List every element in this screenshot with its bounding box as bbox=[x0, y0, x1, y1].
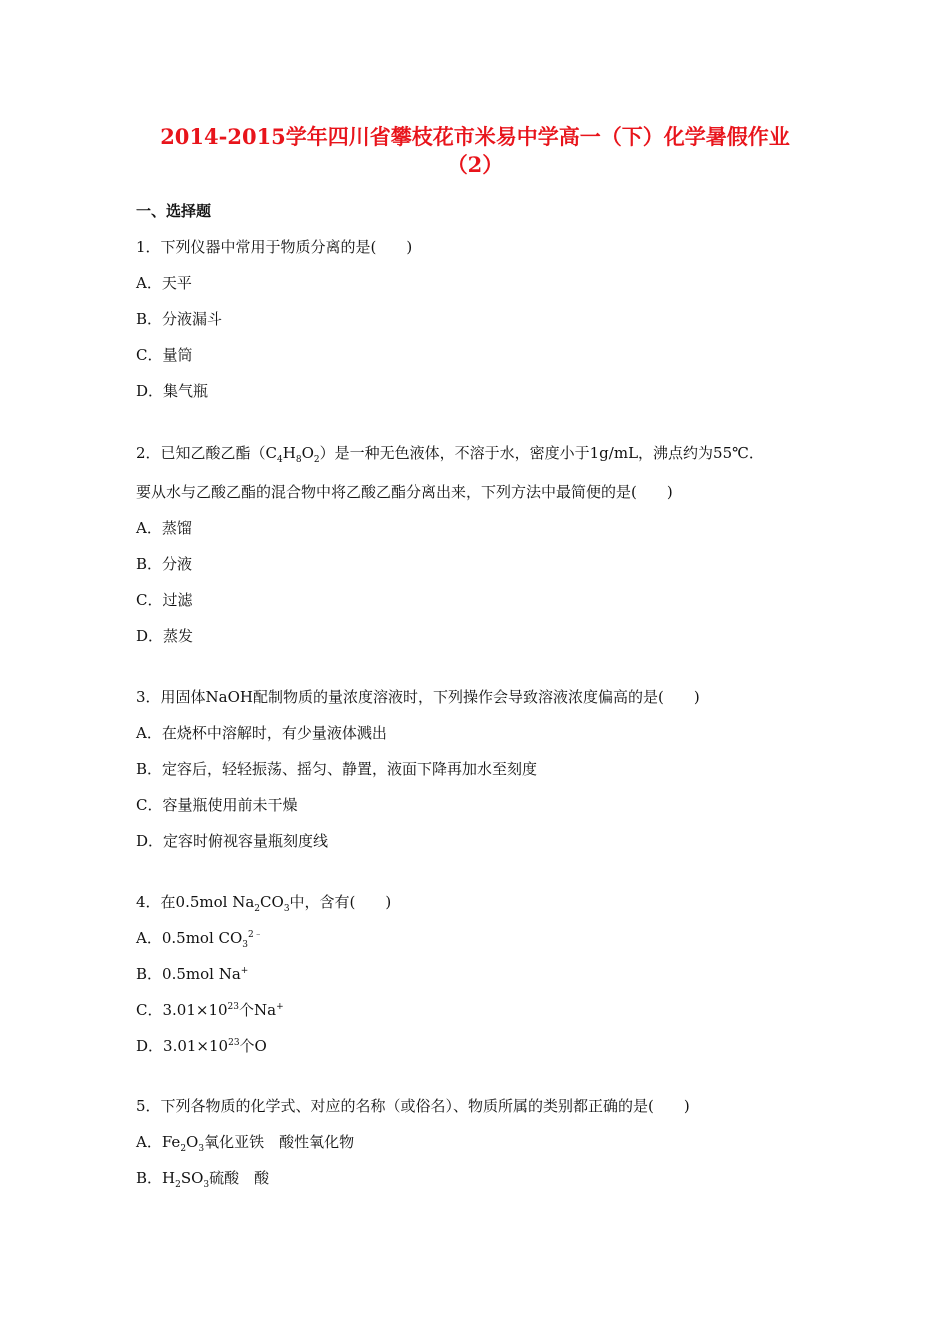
subscript: 2 bbox=[313, 455, 320, 465]
text-run: B．H bbox=[136, 1169, 176, 1187]
text-run: B．0.5mol Na bbox=[136, 965, 241, 983]
question-2-stem-line2: 要从水与乙酸乙酯的混合物中将乙酸乙酯分离出来，下列方法中最简便的是( ) bbox=[136, 483, 673, 501]
question-3-option-c: C．容量瓶使用前未干燥 bbox=[136, 796, 298, 814]
question-3-option-b: B．定容后，轻轻振荡、摇匀、静置，液面下降再加水至刻度 bbox=[136, 760, 538, 778]
superscript: 2﹣ bbox=[248, 930, 263, 940]
text-run: 2．已知乙酸乙酯（C bbox=[136, 444, 278, 462]
document-title-suffix: （2） bbox=[446, 152, 504, 177]
text-run: C．3.01×10 bbox=[136, 1001, 228, 1019]
question-1-stem: 1．下列仪器中常用于物质分离的是( ) bbox=[136, 238, 413, 256]
question-2-option-d: D．蒸发 bbox=[136, 627, 194, 645]
text-run: SO bbox=[180, 1169, 204, 1187]
question-1-option-d: D．集气瓶 bbox=[136, 382, 209, 400]
question-4-option-d bbox=[136, 1035, 267, 1057]
subscript: 2 bbox=[180, 1144, 187, 1154]
question-1-option-a: A．天平 bbox=[136, 274, 192, 292]
question-4-option-b bbox=[136, 963, 248, 985]
question-3-option-d: D．定容时俯视容量瓶刻度线 bbox=[136, 832, 329, 850]
text-run: ）是一种无色液体，不溶于水，密度小于1g/mL，沸点约为55℃． bbox=[319, 444, 764, 462]
text-run: H bbox=[282, 444, 296, 462]
superscript: 23 bbox=[227, 1002, 239, 1012]
text-run: 氧化亚铁 酸性氧化物 bbox=[204, 1133, 355, 1151]
text-run: O bbox=[186, 1133, 199, 1151]
section-heading: 一、选择题 bbox=[136, 202, 212, 220]
question-1-option-c: C．量筒 bbox=[136, 346, 193, 364]
text-run: A．Fe bbox=[136, 1133, 181, 1151]
subscript: 8 bbox=[295, 455, 302, 465]
question-5-stem: 5．下列各物质的化学式、对应的名称（或俗名）、物质所属的类别都正确的是( ) bbox=[136, 1097, 690, 1115]
text-run: 硫酸 酸 bbox=[209, 1169, 270, 1187]
question-5-option-b bbox=[136, 1167, 269, 1189]
document-title: 2014-2015学年四川省攀枝花市米易中学高一（下）化学暑假作业 bbox=[160, 124, 790, 149]
question-4-stem bbox=[136, 891, 391, 913]
subscript: 3 bbox=[242, 940, 249, 950]
superscript: 23 bbox=[228, 1038, 240, 1048]
question-2-stem bbox=[136, 442, 764, 464]
question-3-option-a: A．在烧杯中溶解时，有少量液体溅出 bbox=[136, 724, 387, 742]
subscript: 3 bbox=[198, 1144, 205, 1154]
text-run: O bbox=[301, 444, 314, 462]
subscript: 3 bbox=[203, 1180, 210, 1190]
subscript: 4 bbox=[277, 455, 283, 465]
superscript: + bbox=[276, 1002, 284, 1012]
superscript: + bbox=[240, 966, 249, 976]
question-4-option-a bbox=[136, 927, 263, 949]
question-1-option-b: B．分液漏斗 bbox=[136, 310, 223, 328]
text-run: 个Na bbox=[238, 1001, 277, 1019]
question-3-stem: 3．用固体NaOH配制物质的量浓度溶液时，下列操作会导致溶液浓度偏高的是( ) bbox=[136, 688, 700, 706]
question-2-option-a: A．蒸馏 bbox=[136, 519, 192, 537]
text-run: 个O bbox=[239, 1037, 267, 1055]
text-run: A．0.5mol CO bbox=[136, 929, 243, 947]
text-run: D．3.01×10 bbox=[136, 1037, 229, 1055]
subscript: 2 bbox=[175, 1180, 181, 1190]
text-run: CO bbox=[260, 893, 284, 911]
text-run: 中，含有( ) bbox=[289, 893, 392, 911]
subscript: 2 bbox=[254, 904, 261, 914]
question-2-option-b: B．分液 bbox=[136, 555, 193, 573]
question-4-option-c bbox=[136, 999, 284, 1021]
text-run: 4．在0.5mol Na bbox=[136, 893, 255, 911]
question-2-option-c: C．过滤 bbox=[136, 591, 193, 609]
question-5-option-a bbox=[136, 1131, 354, 1153]
subscript: 3 bbox=[283, 904, 290, 914]
